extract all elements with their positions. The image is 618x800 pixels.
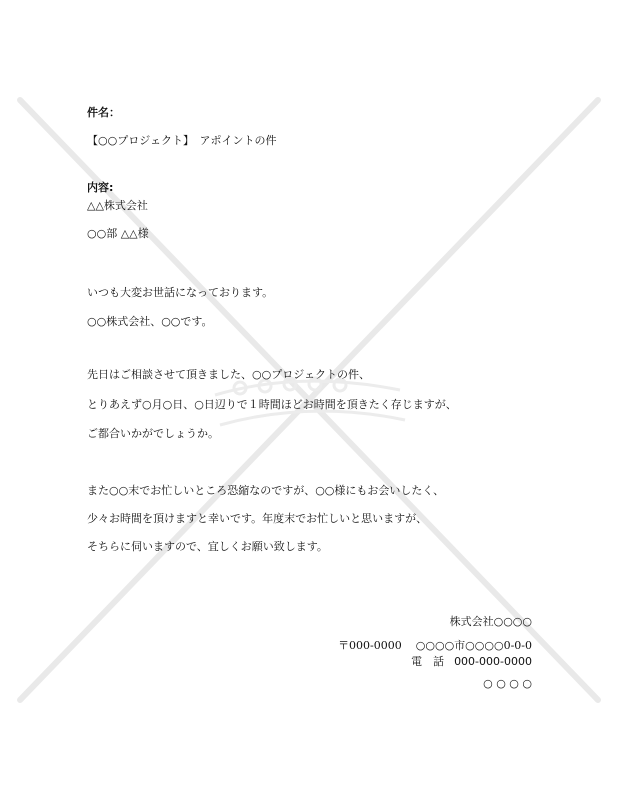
body-line: そちらに伺いますので、宜しくお願い致します。: [87, 540, 328, 553]
body-line: 先日はご相談させて頂きました、○○プロジェクトの件、: [87, 368, 370, 381]
signature-address-line: [338, 639, 532, 653]
body-line: 少々お時間を頂けますと幸いです。年度末でお忙しいと思いますが、: [87, 512, 428, 525]
subject-label: 件名：: [87, 106, 120, 119]
recipient-company: △△株式会社: [87, 199, 148, 212]
signature-name: ○ ○ ○ ○: [483, 677, 532, 690]
phone-number: 000-000-0000: [454, 655, 532, 668]
content-label: 内容:: [87, 181, 114, 194]
greeting-line: いつも大変お世話になっております。: [87, 286, 274, 299]
street-address: ○○○○市○○○○0-0-0: [415, 639, 532, 652]
intro-line: ○○株式会社、○○です。: [87, 315, 213, 328]
signature-company: 株式会社○○○○: [449, 615, 532, 628]
phone-label: 電 話: [411, 655, 445, 668]
signature-phone-line: [411, 655, 532, 669]
body-line: また○○末でお忙しいところ恐縮なのですが、○○様にもお会いしたく、: [87, 484, 445, 497]
body-line: とりあえず○月○日、○日辺りで１時間ほどお時間を頂きたく存じますが、: [87, 398, 457, 411]
postal-code: 〒000-0000: [338, 639, 402, 652]
subject-value: 【○○プロジェクト】 アポイントの件: [87, 134, 277, 147]
recipient-person: ○○部 △△様: [87, 227, 149, 240]
body-line: ご都合いかがでしょうか。: [87, 427, 219, 440]
